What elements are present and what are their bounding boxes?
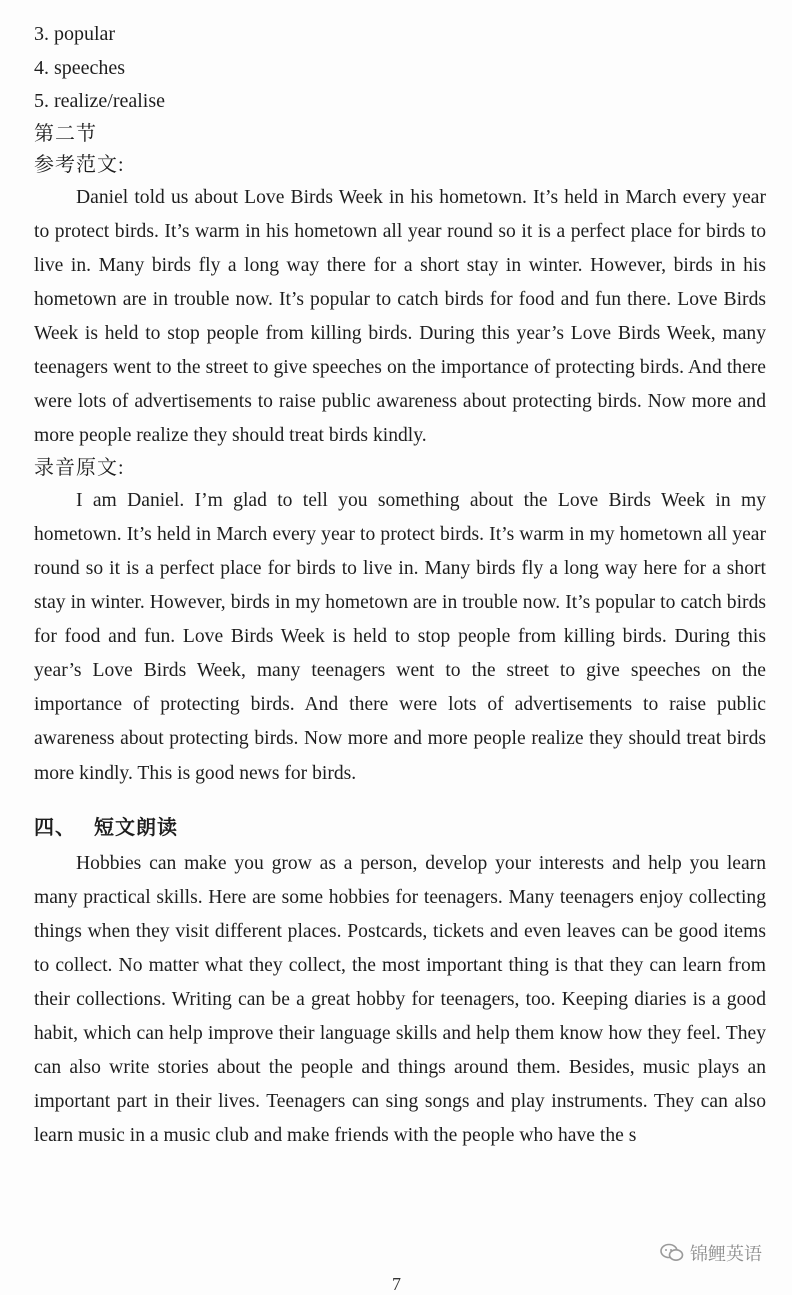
section2-label: 第二节 (34, 122, 97, 145)
transcript-paragraph: I am Daniel. I’m glad to tell you something about the Love Birds Week in my hometown. It’s held in March every year to protect birds. It’s warm in my hometown all year round so it is a perfect place for birds to live in. Many birds fly a long way here for a short stay in winter. However, birds in my hometown are in trouble now. It’s popular to catch birds for food and fun. Love Birds Week is held to stop people from killing birds. During this year’s Love Birds Week, many teenagers went to the street to give speeches on the importance of protecting birds. And there were lots of advertisements to raise public awareness about protecting birds. Now more and more people realize they should treat birds more kindly. This is good news for birds. (34, 490, 766, 784)
transcript-label: 录音原文: (34, 457, 125, 480)
wechat-icon (660, 1243, 684, 1263)
document-page (34, 18, 766, 1153)
watermark (660, 1238, 762, 1268)
answer-3: 3. popular (34, 23, 116, 45)
section4-heading (34, 809, 766, 847)
reading-paragraph: Hobbies can make you grow as a person, develop your interests and help you learn many practical skills. Here are some hobbies for teenagers. Many teenagers enjoy collecting things when they visit different places. Postcards, tickets and even leaves can be good items to collect. No matter what they collect, the most important thing is that they can learn from their collections. Writing can be a great hobby for teenagers, too. Keeping diaries is a good habit, which can help improve their language skills and help them know how they feel. They can also write stories about the people and things around them. Besides, music plays an important part in their lives. Teenagers can sing songs and play instruments. They can also learn music in a music club and make friends with the people who have the s (34, 852, 766, 1146)
answer-4: 4. speeches (34, 56, 126, 79)
answer-5: 5. realize/realise (34, 90, 166, 113)
sample-essay: Daniel told us about Love Birds Week in his hometown. It’s held in March every year to protect birds. It’s warm in his hometown all year round so it is a perfect place for birds to live in. Many birds fly a long way there for a short stay in winter. However, birds in his hometown are in trouble now. It’s popular to catch birds for food and fun there. Love Birds Week is held to stop people from killing birds. During this year’s Love Birds Week, many teenagers went to the street to give speeches on the importance of protecting birds. And there were lots of advertisements to raise public awareness about protecting birds. Now more and more people realize they should treat birds kindly. (34, 186, 766, 447)
page-number: 7 (392, 1274, 401, 1294)
watermark-text: 锦鲤英语 (690, 1244, 762, 1265)
sample-label: 参考范文: (34, 153, 125, 176)
section4-number: 四、 (34, 816, 76, 839)
section4-title: 短文朗读 (94, 816, 178, 839)
